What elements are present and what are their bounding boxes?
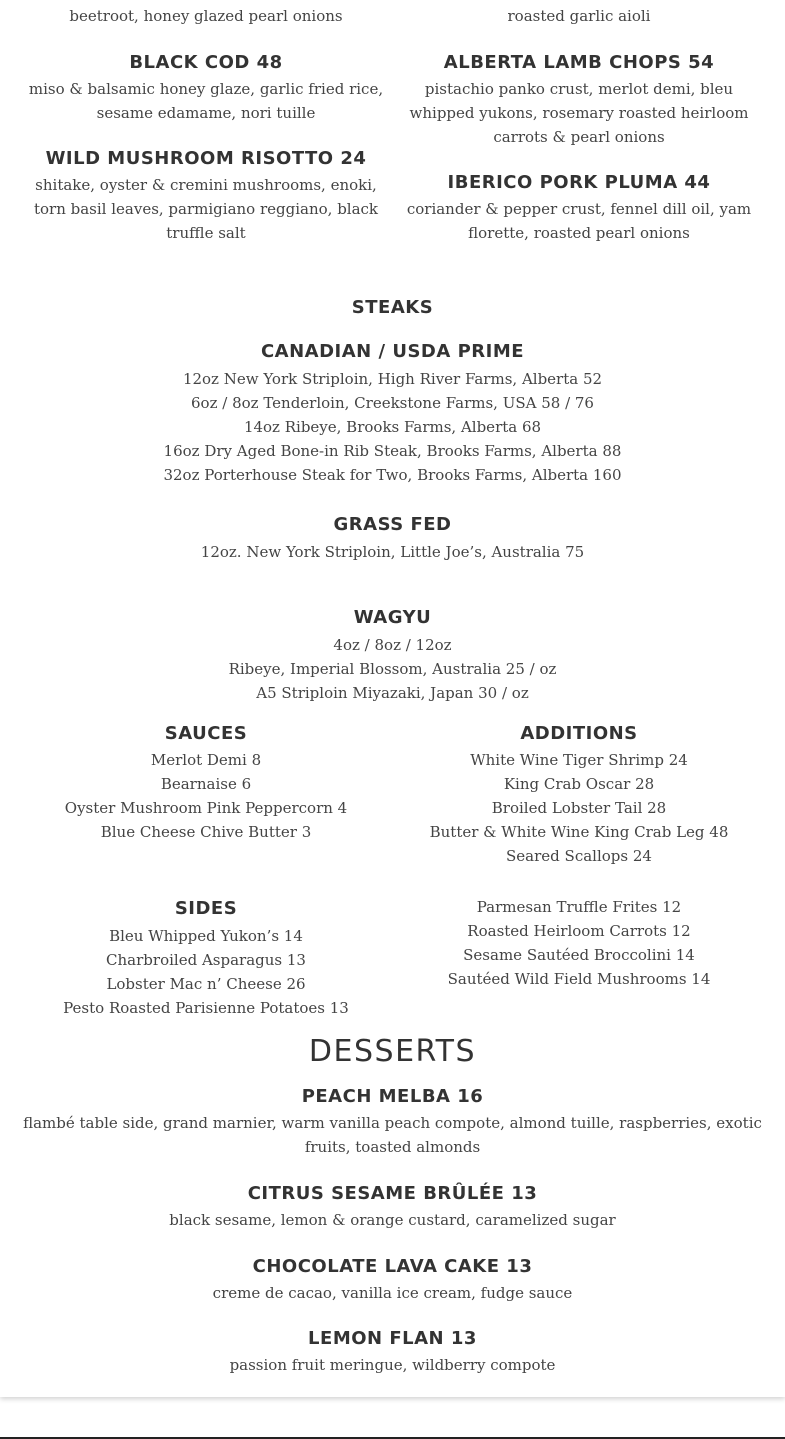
steak-item: 14oz Ribeye, Brooks Farms, Alberta 68 bbox=[243, 418, 542, 436]
side-item: Roasted Heirloom Carrots 12 bbox=[467, 922, 691, 940]
dessert-desc-brulee: black sesame, lemon & orange custard, caramelized sugar bbox=[169, 1211, 616, 1229]
subsection-title-grass-fed: GRASS FED bbox=[333, 514, 452, 535]
dish-desc-pork-pluma: coriander & pepper crust, fennel dill oil, yam florette, roasted pearl onions bbox=[406, 200, 752, 242]
sauce-item: Blue Cheese Chive Butter 3 bbox=[100, 823, 312, 841]
addition-item: Butter & White Wine King Crab Leg 48 bbox=[429, 823, 729, 841]
addition-item: White Wine Tiger Shrimp 24 bbox=[470, 751, 688, 769]
dessert-desc-lava-cake: creme de cacao, vanilla ice cream, fudge sauce bbox=[212, 1284, 573, 1302]
dessert-desc-lemon-flan: passion fruit meringue, wildberry compote bbox=[229, 1356, 556, 1374]
section-title-sauces: SAUCES bbox=[164, 723, 248, 744]
side-item: Pesto Roasted Parisienne Potatoes 13 bbox=[63, 999, 349, 1017]
dish-title-pork-pluma: IBERICO PORK PLUMA 44 bbox=[447, 172, 711, 193]
wagyu-list bbox=[0, 633, 785, 705]
steak-item: 32oz Porterhouse Steak for Two, Brooks Farms, Alberta 160 bbox=[163, 466, 622, 484]
addition-item: Seared Scallops 24 bbox=[506, 847, 652, 865]
sauce-item: Oyster Mushroom Pink Peppercorn 4 bbox=[64, 799, 348, 817]
steak-item: 6oz / 8oz Tenderloin, Creekstone Farms, USA 58 / 76 bbox=[191, 394, 594, 412]
dish-title-risotto: WILD MUSHROOM RISOTTO 24 bbox=[45, 148, 367, 169]
steak-item: A5 Striploin Miyazaki, Japan 30 / oz bbox=[256, 684, 529, 702]
steak-item: 4oz / 8oz / 12oz bbox=[333, 636, 452, 654]
sides-list-left bbox=[20, 924, 392, 1020]
canadian-steak-list bbox=[0, 367, 785, 487]
dish-desc-risotto: shitake, oyster & cremini mushrooms, enoki, torn basil leaves, parmigiano reggiano, black truffle salt bbox=[33, 176, 379, 242]
section-title-sides: SIDES bbox=[174, 898, 238, 919]
black-cod-prev-desc: beetroot, honey glazed pearl onions bbox=[69, 7, 343, 25]
dish-title-black-cod: BLACK COD 48 bbox=[129, 52, 283, 73]
dish-title-lamb-chops: ALBERTA LAMB CHOPS 54 bbox=[443, 52, 715, 73]
additions-list bbox=[393, 748, 765, 868]
sides-list-right bbox=[393, 895, 765, 991]
dessert-desc-peach-melba: flambé table side, grand marnier, warm vanilla peach compote, almond tuille, raspberries, exotic fruits, toasted almonds bbox=[23, 1114, 762, 1156]
dessert-title-lemon-flan: LEMON FLAN 13 bbox=[308, 1328, 477, 1349]
section-title-additions: ADDITIONS bbox=[520, 723, 638, 744]
side-item: Sesame Sautéed Broccolini 14 bbox=[463, 946, 695, 964]
addition-item: King Crab Oscar 28 bbox=[503, 775, 655, 793]
subsection-title-wagyu: WAGYU bbox=[353, 607, 432, 628]
steak-item: 12oz New York Striploin, High River Farms, Alberta 52 bbox=[182, 370, 603, 388]
dessert-title-lava-cake: CHOCOLATE LAVA CAKE 13 bbox=[252, 1256, 533, 1277]
section-title-desserts: DESSERTS bbox=[308, 1034, 477, 1069]
addition-item: Broiled Lobster Tail 28 bbox=[491, 799, 667, 817]
section-title-steaks: STEAKS bbox=[351, 297, 434, 318]
sauce-item: Merlot Demi 8 bbox=[150, 751, 262, 769]
steak-item: 16oz Dry Aged Bone-in Rib Steak, Brooks Farms, Alberta 88 bbox=[163, 442, 622, 460]
subsection-title-canadian: CANADIAN / USDA PRIME bbox=[260, 341, 525, 362]
side-item: Charbroiled Asparagus 13 bbox=[106, 951, 306, 969]
side-item: Parmesan Truffle Frites 12 bbox=[476, 898, 682, 916]
dish-desc-black-cod: miso & balsamic honey glaze, garlic fried rice, sesame edamame, nori tuille bbox=[28, 80, 384, 122]
dessert-title-peach-melba: PEACH MELBA 16 bbox=[301, 1086, 484, 1107]
sauce-item: Bearnaise 6 bbox=[160, 775, 252, 793]
dessert-title-brulee: CITRUS SESAME BRÛLÉE 13 bbox=[247, 1183, 538, 1204]
sauces-list bbox=[20, 748, 392, 844]
right-prev-desc: roasted garlic aioli bbox=[507, 7, 651, 25]
dish-desc-lamb-chops: pistachio panko crust, merlot demi, bleu whipped yukons, rosemary roasted heirloom carrots & pearl onions bbox=[409, 80, 749, 146]
side-item: Sautéed Wild Field Mushrooms 14 bbox=[447, 970, 711, 988]
side-item: Bleu Whipped Yukon’s 14 bbox=[109, 927, 303, 945]
side-item: Lobster Mac n’ Cheese 26 bbox=[106, 975, 306, 993]
steak-item: Ribeye, Imperial Blossom, Australia 25 / oz bbox=[228, 660, 557, 678]
steak-item: 12oz. New York Striploin, Little Joe’s, Australia 75 bbox=[200, 543, 585, 561]
